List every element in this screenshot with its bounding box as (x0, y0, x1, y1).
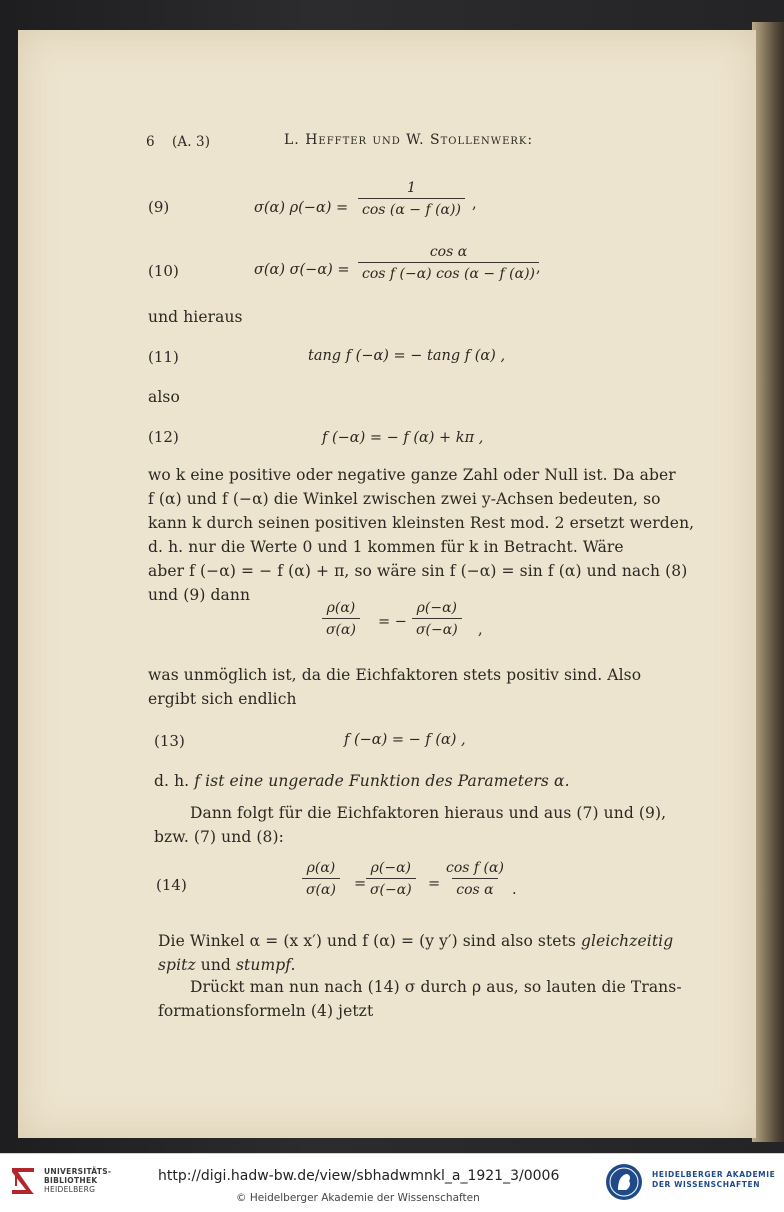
eq10-lhs: σ(α) σ(−α) = (254, 262, 350, 278)
p5-line1-italic: gleichzeitig (580, 932, 674, 950)
eqmid-comma: , (478, 622, 483, 638)
eq14-fraction-1 (302, 860, 340, 898)
eq9-comma: , (472, 196, 477, 212)
ub-line3: HEIDELBERG (44, 1185, 96, 1194)
p2-line1: was unmöglich ist, da die Eichfaktoren stets positiv sind. Also (148, 666, 642, 684)
eq14-fraction-3 (442, 860, 508, 898)
p5-line2-italic2: stumpf. (235, 956, 296, 974)
p5-line2-mid: und (195, 956, 236, 974)
eqmid-num-right: ρ(−α) (416, 600, 457, 616)
eqmid-fraction-left (322, 600, 360, 638)
eq14-den-2: σ(−α) (366, 878, 416, 898)
university-library-name (44, 1167, 111, 1194)
book-edge (752, 22, 784, 1142)
eq14-equals-1: = (354, 876, 367, 892)
viewer-footer (0, 1153, 784, 1212)
p1-line5: aber f (−α) = − f (α) + π, so wäre sin f (−α) = sin f (α) und nach (8) (148, 562, 688, 580)
text-und-hieraus: und hieraus (148, 308, 243, 326)
eq14-num-3: cos f (α) (446, 860, 504, 876)
eqmid-operator: = − (378, 614, 407, 630)
eq14-num-2: ρ(−α) (370, 860, 411, 876)
eqmid-den-right: σ(−α) (412, 618, 462, 638)
eq14-den-3: cos α (452, 878, 497, 898)
eq9-fraction (358, 180, 465, 218)
eq11-expression: tang f (−α) = − tang f (α) , (308, 348, 506, 364)
p4-line1: Dann folgt für die Eichfaktoren hieraus und aus (7) und (9), (190, 804, 667, 822)
eq14-fraction-2 (366, 860, 416, 898)
p1-line2: f (α) und f (−α) die Winkel zwischen zwei y-Achsen bedeuten, so (148, 490, 661, 508)
p5-line1 (158, 932, 673, 950)
eq9-number: (9) (148, 198, 170, 216)
p6-line1: Drückt man nun nach (14) σ durch ρ aus, so lauten die Trans- (190, 978, 682, 996)
academy-seal-icon[interactable] (604, 1162, 644, 1202)
eq12-expression: f (−α) = − f (α) + kπ , (322, 430, 484, 446)
university-library-logo-icon[interactable] (8, 1164, 38, 1198)
permalink-url[interactable]: http://digi.hadw-bw.de/view/sbhadwmnkl_a_1921_3/0006 (158, 1168, 560, 1184)
eq13-number: (13) (154, 732, 185, 750)
eqmid-den-left: σ(α) (322, 618, 360, 638)
eq10-number: (10) (148, 262, 179, 280)
p1-line3: kann k durch seinen positiven kleinsten Rest mod. 2 ersetzt werden, (148, 514, 695, 532)
eq9-lhs: σ(α) ρ(−α) = (254, 200, 349, 216)
eq10-fraction (358, 244, 539, 282)
p3-line (154, 772, 570, 790)
hak-line2: DER WISSENSCHAFTEN (652, 1180, 761, 1189)
eqmid-fraction-right (412, 600, 462, 638)
eq10-denominator: cos f (−α) cos (α − f (α)) (358, 262, 539, 282)
scanned-page (18, 30, 756, 1138)
p4-line2: bzw. (7) und (8): (154, 828, 284, 846)
copyright-notice: © Heidelberger Akademie der Wissenschaften (236, 1192, 480, 1204)
p1-line6: und (9) dann (148, 586, 251, 604)
eqmid-num-left: ρ(α) (326, 600, 356, 616)
academy-name (652, 1170, 775, 1190)
running-head-authors: L. Heffter und W. Stollenwerk: (284, 132, 534, 148)
p5-line2 (158, 956, 296, 974)
p2-line2: ergibt sich endlich (148, 690, 297, 708)
eq14-equals-2: = (428, 876, 441, 892)
p1-line1: wo k eine positive oder negative ganze Zahl oder Null ist. Da aber (148, 466, 676, 484)
eq14-period: . (512, 882, 517, 898)
text-also: also (148, 388, 180, 406)
p5-line2-italic1: spitz (158, 956, 196, 974)
ub-line1: UNIVERSITÄTS- (44, 1167, 112, 1176)
eq9-denominator: cos (α − f (α)) (358, 198, 465, 218)
eq14-num-1: ρ(α) (306, 860, 336, 876)
hak-line1: HEIDELBERGER AKADEMIE (652, 1170, 776, 1179)
eq12-number: (12) (148, 428, 179, 446)
eq10-comma: , (536, 260, 541, 276)
eq14-number: (14) (156, 876, 187, 894)
page-number: 6 (146, 134, 155, 150)
section-ref: (A. 3) (172, 134, 211, 150)
p3-italic: f ist eine ungerade Funktion des Parameters α. (194, 772, 570, 790)
p6-line2: formationsformeln (4) jetzt (158, 1002, 374, 1020)
eq14-den-1: σ(α) (302, 878, 340, 898)
ub-line2: BIBLIOTHEK (44, 1176, 98, 1185)
eq10-numerator: cos α (429, 244, 468, 260)
eq11-number: (11) (148, 348, 179, 366)
eq9-numerator: 1 (407, 180, 416, 196)
p1-line4: d. h. nur die Werte 0 und 1 kommen für k in Betracht. Wäre (148, 538, 624, 556)
p5-line1-text: Die Winkel α = (x x′) und f (α) = (y y′) sind also stets (158, 932, 581, 950)
p3-prefix: d. h. (154, 772, 195, 790)
eq13-expression: f (−α) = − f (α) , (344, 732, 466, 748)
